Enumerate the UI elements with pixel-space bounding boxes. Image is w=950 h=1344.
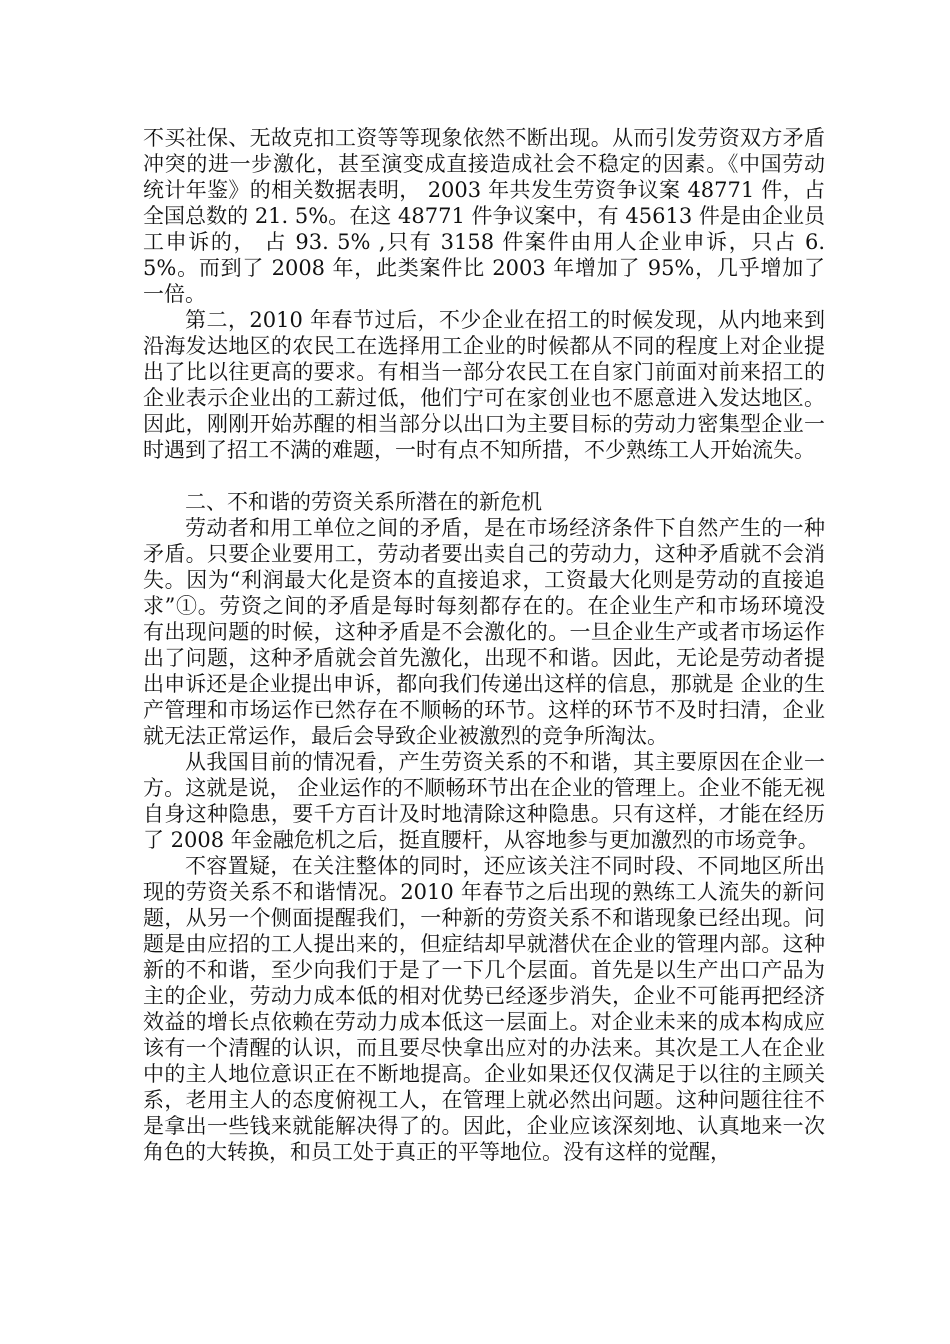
paragraph-new-problem: 不容置疑，在关注整体的同时，还应该关注不同时段、不同地区所出现的劳资关系不和谐情况。2010 年春节之后出现的熟练工人流失的新问题，从另一个侧面提醒我们，一种新的劳资关系不和谐现象已经出现。问题是由应招的工人提出来的，但症结却早就潜伏在企业的管理内部。这种新的不和谐，至少向我们于是了一下几个层面。首先是以生产出口产品为主的企业，劳动力成本低的相对优势已经逐步消失，企业不可能再把经济效益的增长点依赖在劳动力成本低这一层面上。对企业未来的成本构成应该有一个清醒的认识，而且要尽快拿出应对的办法来。其次是工人在企业中的主人地位意识正在不断地提高。企业如果还仅仅满足于以往的主顾关系，老用主人的态度俯视工人，在管理上就必然出问题。这种问题往往不是拿出一些钱来就能解决得了的。因此，企业应该深刻地、认真地来一次角色的大转换，和员工处于真正的平等地位。没有这样的觉醒， xyxy=(143,854,825,1164)
section-heading: 二、不和谐的劳资关系所潜在的新危机 xyxy=(185,490,542,514)
paragraph-second-point: 第二，2010 年春节过后，不少企业在招工的时候发现，从内地来到沿海发达地区的农民工在选择用工企业的时候都从不同的程度上对企业提出了比以往更高的要求。有相当一部分农民工在自家门前面对前来招工的企业表示企业出的工薪过低，他们宁可在家创业也不愿意进入发达地区。因此，刚刚开始苏醒的相当部分以出口为主要目标的劳动力密集型企业一时遇到了招工不满的难题，一时有点不知所措，不少熟练工人开始流失。 xyxy=(143,308,825,462)
paragraph-continuation: 不买社保、无故克扣工资等等现象依然不断出现。从而引发劳资双方矛盾冲突的进一步激化，甚至演变成直接造成社会不稳定的因素。《中国劳动统计年鉴》的相关数据表明， 2003 年共发生劳资争议案 48771 件，占全国总数的 21. 5%。在这 48771 件争议案中，有 45613 件是由企业员工申诉的， 占 93. 5% ,只有 3158 件案件由用人企业申诉，只占 6. 5%。而到了 2008 年，此类案件比 2003 年增加了 95%，几乎增加了一倍。 xyxy=(143,126,825,306)
paragraph-contradiction: 劳动者和用工单位之间的矛盾，是在市场经济条件下自然产生的一种矛盾。只要企业要用工，劳动者要出卖自己的劳动力，这种矛盾就不会消失。因为“利润最大化是资本的直接追求，工资最大化则是劳动的直接追求”①。劳资之间的矛盾是每时每刻都存在的。在企业生产和市场环境没有出现问题的时候，这种矛盾是不会激化的。一旦企业生产或者市场运作出了问题，这种矛盾就会首先激化，出现不和谐。因此，无论是劳动者提出申诉还是企业提出申诉，都向我们传递出这样的信息，那就是 企业的生产管理和市场运作已然存在不顺畅的环节。这样的环节不及时扫清，企业就无法正常运作，最后会导致企业被激烈的竞争所淘汰。 xyxy=(143,516,825,748)
paragraph-current-situation: 从我国目前的情况看，产生劳资关系的不和谐，其主要原因在企业一方。这就是说， 企业运作的不顺畅环节出在企业的管理上。企业不能无视自身这种隐患，要千方百计及时地清除这种隐患。只有这样，才能在经历了 2008 年金融危机之后，挺直腰杆，从容地参与更加激烈的市场竞争。 xyxy=(143,750,825,852)
document-body xyxy=(143,125,825,1165)
